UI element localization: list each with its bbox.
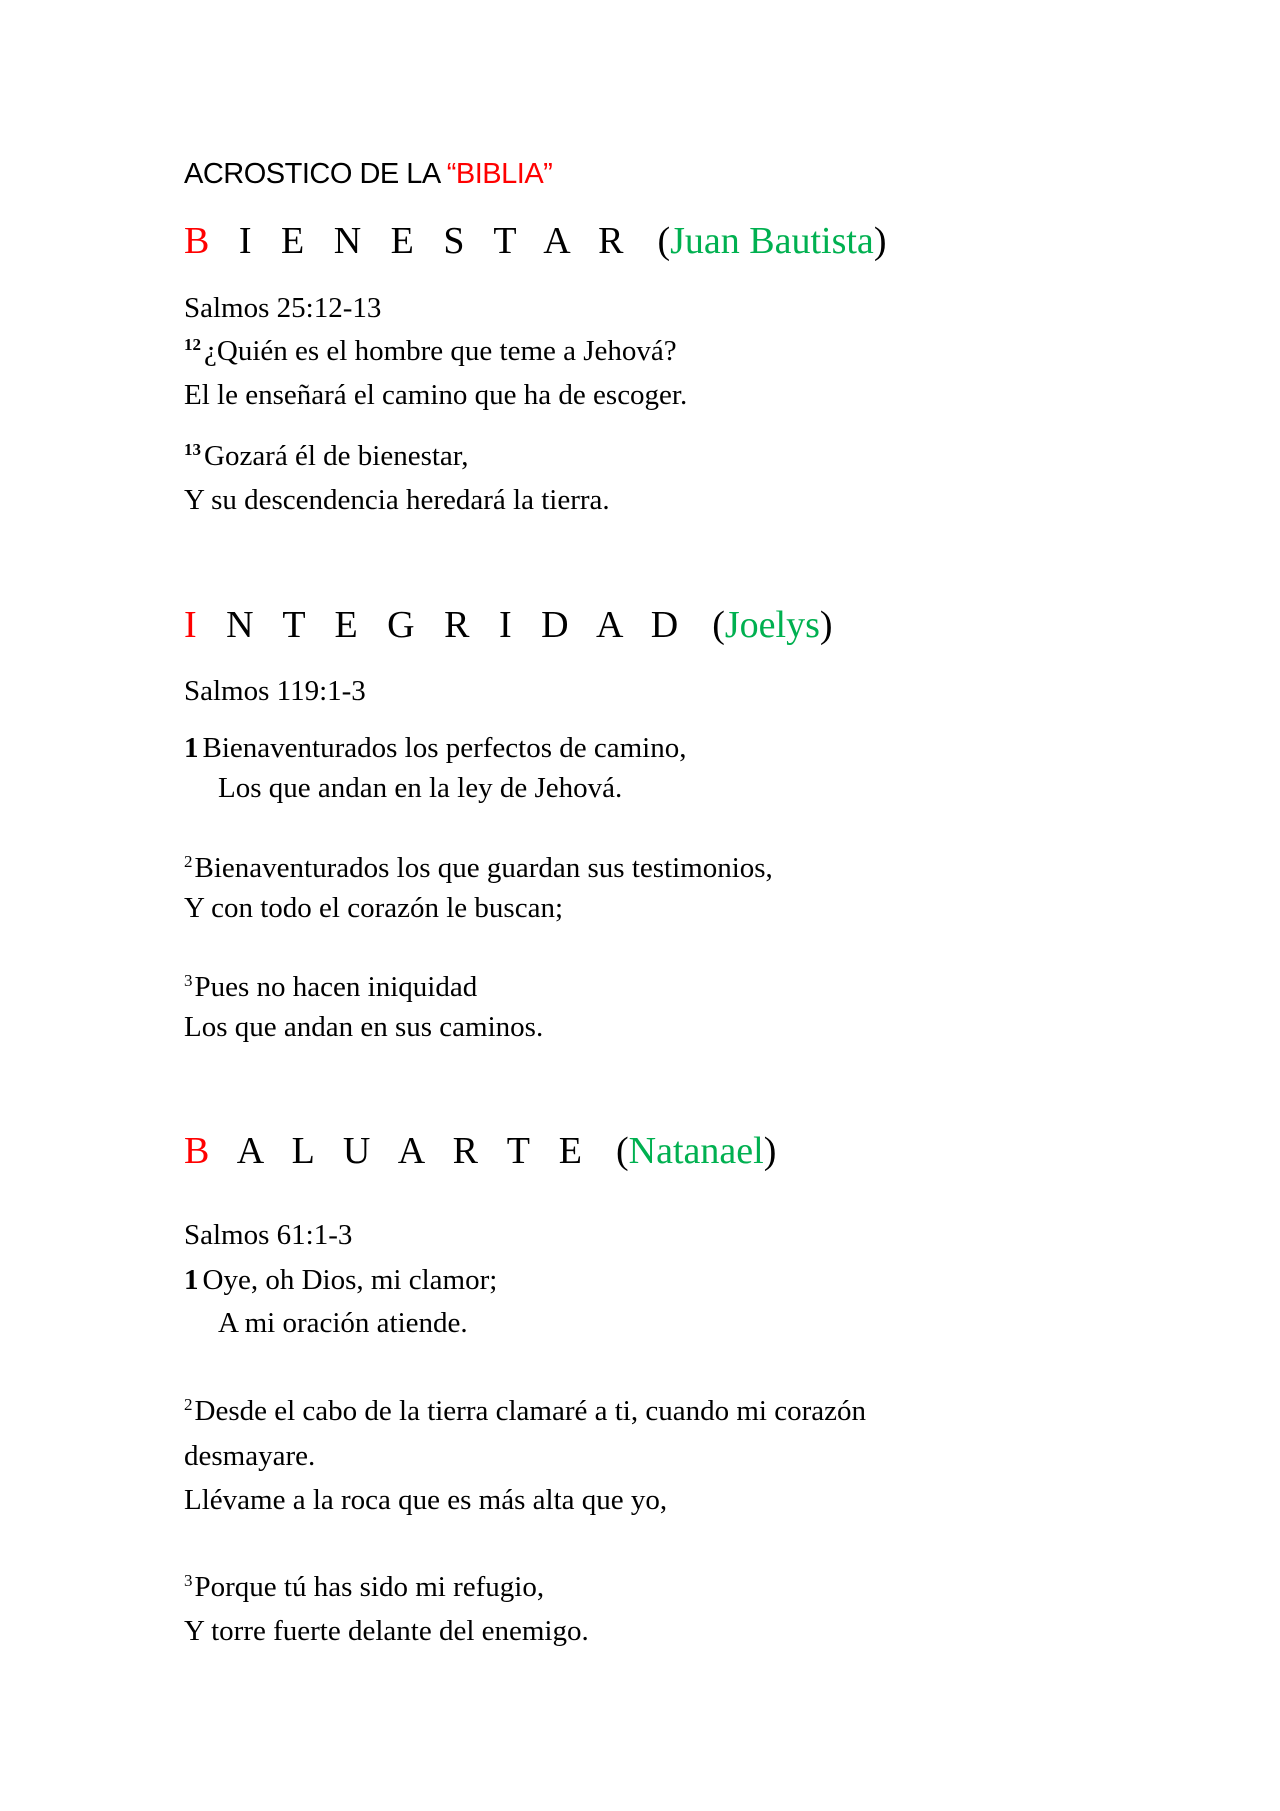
- verse-number: 3: [184, 1571, 193, 1590]
- verse-number: 1: [184, 732, 199, 764]
- section-heading-integridad: I N T E G R I D A D (Joelys): [184, 604, 833, 646]
- verse-line: Los que andan en la ley de Jehová.: [218, 772, 623, 804]
- verse-line: $^{12}$ ¿Quién es el hombre que teme a Jehová?: [184, 335, 677, 367]
- title-prefix: ACROSTICO DE LA: [184, 158, 447, 190]
- verse-number: 13: [184, 440, 201, 459]
- verse-line: 1 Oye, oh Dios, mi clamor;: [184, 1264, 498, 1296]
- scripture-reference: Salmos 119:1-3: [184, 675, 366, 707]
- verse-line: $^{13}$ Gozará él de bienestar,: [184, 440, 469, 472]
- verse-line: $^2$Bienaventurados los que guardan sus testimonios,: [184, 852, 773, 884]
- scripture-reference: Salmos 61:1-3: [184, 1219, 353, 1251]
- title-highlight: “BIBLIA”: [446, 158, 553, 190]
- scripture-reference: Salmos 25:12-13: [184, 292, 382, 324]
- verse-line: Los que andan en sus caminos.: [184, 1011, 544, 1043]
- heading-word-rest: A L U A R T E: [236, 1130, 593, 1172]
- section-heading-baluarte: B A L U A R T E (Natanael): [184, 1130, 777, 1172]
- verse-line: $^2$Desde el cabo de la tierra clamaré a ti, cuando mi corazón: [184, 1395, 866, 1427]
- verse-line: $^3$Porque tú has sido mi refugio,: [184, 1571, 545, 1603]
- acrostic-letter: B: [184, 220, 220, 262]
- heading-word-rest: N T E G R I D A D: [226, 604, 689, 646]
- verse-line: 1 Bienaventurados los perfectos de camino,: [184, 732, 687, 764]
- verse-line: $^3$Pues no hacen iniquidad: [184, 971, 478, 1003]
- verse-line: desmayare.: [184, 1440, 316, 1472]
- verse-number: 12: [184, 335, 201, 354]
- verse-number: 1: [184, 1264, 199, 1296]
- assigned-name: Juan Bautista: [670, 220, 874, 262]
- verse-line: Y su descendencia heredará la tierra.: [184, 484, 610, 516]
- assigned-name: Natanael: [628, 1130, 764, 1172]
- acrostic-letter: I: [184, 604, 207, 646]
- verse-number: 3: [184, 971, 193, 990]
- section-heading-bienestar: B I E N E S T A R (Juan Bautista): [184, 220, 887, 262]
- verse-line: Y torre fuerte delante del enemigo.: [184, 1615, 589, 1647]
- verse-line: El le enseñará el camino que ha de escoger.: [184, 379, 688, 411]
- verse-line: A mi oración atiende.: [218, 1307, 468, 1339]
- assigned-name: Joelys: [724, 604, 820, 646]
- verse-number: 2: [184, 1395, 193, 1414]
- document-title: [184, 158, 552, 191]
- heading-word-rest: I E N E S T A R: [238, 220, 634, 262]
- verse-line: Llévame a la roca que es más alta que yo,: [184, 1484, 668, 1516]
- verse-line: Y con todo el corazón le buscan;: [184, 892, 564, 924]
- verse-number: 2: [184, 852, 193, 871]
- acrostic-letter: B: [184, 1130, 220, 1172]
